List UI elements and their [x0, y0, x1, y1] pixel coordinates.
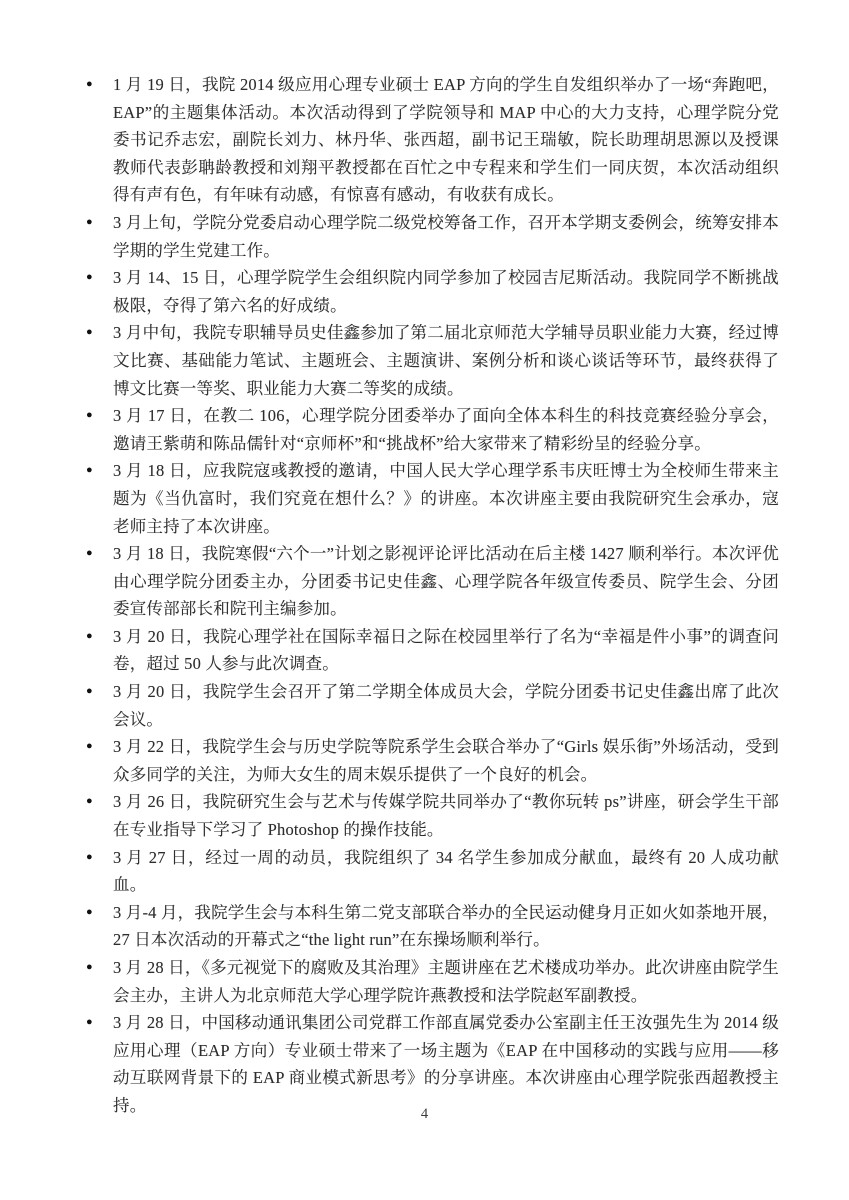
bullet-icon: ●: [86, 409, 93, 422]
list-item: [85, 71, 779, 209]
bullet-icon: ●: [86, 215, 93, 228]
list-item-text: 3 月中旬，我院专职辅导员史佳鑫参加了第二届北京师范大学辅导员职业能力大赛，经过博文比赛、基础能力笔试、主题班会、主题演讲、案例分析和谈心谈话等环节，最终获得了博文比赛一等奖、职业能力大赛二等奖的成绩。: [113, 323, 779, 398]
activity-list: [85, 71, 779, 1120]
list-item: [85, 623, 779, 678]
list-item: [85, 788, 779, 843]
list-item: [85, 540, 779, 623]
list-item: [85, 402, 779, 457]
bullet-icon: ●: [86, 850, 93, 863]
list-item: [85, 1009, 779, 1119]
list-item-text: 3 月 27 日，经过一周的动员，我院组织了 34 名学生参加成分献血，最终有 20 人成功献血。: [113, 847, 779, 895]
list-item-text: 1 月 19 日，我院 2014 级应用心理专业硕士 EAP 方向的学生自发组织举办了一场“奔跑吧，EAP”的主题集体活动。本次活动得到了学院领导和 MAP 中心的大力支持，心理学院分党委书记乔志宏，副院长刘力、林丹华、张西超，副书记王瑞敏，院长助理胡思源以及授课教师代表彭聃龄教授和刘翔平教授都在百忙之中专程来和学生们一同庆贺，本次活动组织得有声有色，有年味有动感，有惊喜有感动，有收获有成长。: [113, 75, 779, 205]
list-item-text: 3 月 28 日，《多元视觉下的腐败及其治理》主题讲座在艺术楼成功举办。此次讲座由院学生会主办，主讲人为北京师范大学心理学院许燕教授和法学院赵军副教授。: [113, 958, 779, 1005]
list-item: [85, 678, 779, 733]
bullet-icon: ●: [86, 961, 93, 973]
list-item: [85, 319, 779, 402]
list-item-text: 3 月上旬，学院分党委启动心理学院二级党校筹备工作，召开本学期支委例会，统筹安排本学期的学生党建工作。: [113, 212, 779, 260]
bullet-icon: ●: [86, 271, 93, 284]
bullet-icon: ●: [86, 1016, 93, 1029]
bullet-icon: ●: [86, 629, 93, 642]
list-item-text: 3 月 17 日，在教二 106，心理学院分团委举办了面向全体本科生的科技竞赛经验分享会，邀请王紫萌和陈品儒针对“京师杯”和“挑战杯”给大家带来了精彩纷呈的经验分享。: [113, 406, 779, 453]
bullet-icon: ●: [86, 547, 93, 560]
list-item: [85, 457, 779, 540]
list-item: [85, 844, 779, 899]
list-item: [85, 209, 779, 264]
list-item-text: 3 月 20 日，我院心理学社在国际幸福日之际在校园里举行了名为“幸福是件小事”的调查问卷，超过 50 人参与此次调查。: [113, 626, 779, 674]
list-item-text: 3 月 26 日，我院研究生会与艺术与传媒学院共同举办了“教你玩转 ps”讲座，研会学生干部在专业指导下学习了 Photoshop 的操作技能。: [113, 792, 779, 840]
bullet-icon: ●: [86, 78, 93, 90]
page-number: 4: [420, 1106, 429, 1122]
bullet-icon: ●: [86, 905, 93, 918]
list-item-text: 3 月 14、15 日，心理学院学生会组织院内同学参加了校园吉尼斯活动。我院同学不断挑战极限，夺得了第六名的好成绩。: [113, 268, 779, 315]
list-item-text: 3 月 18 日，我院寒假“六个一”计划之影视评论评比活动在后主楼 1427 顺利举行。本次评优由心理学院分团委主办，分团委书记史佳鑫、心理学院各年级宣传委员、院学生会、分团委宣传部部长和院刊主编参加。: [113, 544, 779, 619]
list-item: [85, 954, 779, 1009]
list-item: [85, 899, 779, 954]
bullet-icon: ●: [86, 795, 93, 808]
list-item: [85, 264, 779, 319]
bullet-icon: ●: [86, 326, 93, 339]
list-item-text: 3 月 28 日，中国移动通讯集团公司党群工作部直属党委办公室副主任王汝强先生为 2014 级应用心理（EAP 方向）专业硕士带来了一场主题为《EAP 在中国移动的实践与应用——移动互联网背景下的 EAP 商业模式新思考》的分享讲座。本次讲座由心理学院张西超教授主持。: [113, 1013, 779, 1115]
list-item-text: 3 月 18 日，应我院寇彧教授的邀请，中国人民大学心理学系韦庆旺博士为全校师生带来主题为《当仇富时，我们究竟在想什么？》的讲座。本次讲座主要由我院研究生会承办，寇老师主持了本次讲座。: [113, 461, 779, 536]
list-item-text: 3 月-4 月，我院学生会与本科生第二党支部联合举办的全民运动健身月正如火如荼地开展，27 日本次活动的开幕式之“the light run”在东操场顺利举行。: [113, 902, 779, 950]
bullet-icon: ●: [86, 685, 93, 698]
list-item-text: 3 月 20 日，我院学生会召开了第二学期全体成员大会，学院分团委书记史佳鑫出席了此次会议。: [113, 682, 779, 729]
list-item: [85, 733, 779, 788]
page-body: [85, 71, 779, 1120]
list-item-text: 3 月 22 日，我院学生会与历史学院等院系学生会联合举办了“Girls 娱乐街”外场活动，受到众多同学的关注，为师大女生的周末娱乐提供了一个良好的机会。: [113, 737, 779, 784]
bullet-icon: ●: [86, 464, 93, 477]
bullet-icon: ●: [86, 740, 93, 753]
